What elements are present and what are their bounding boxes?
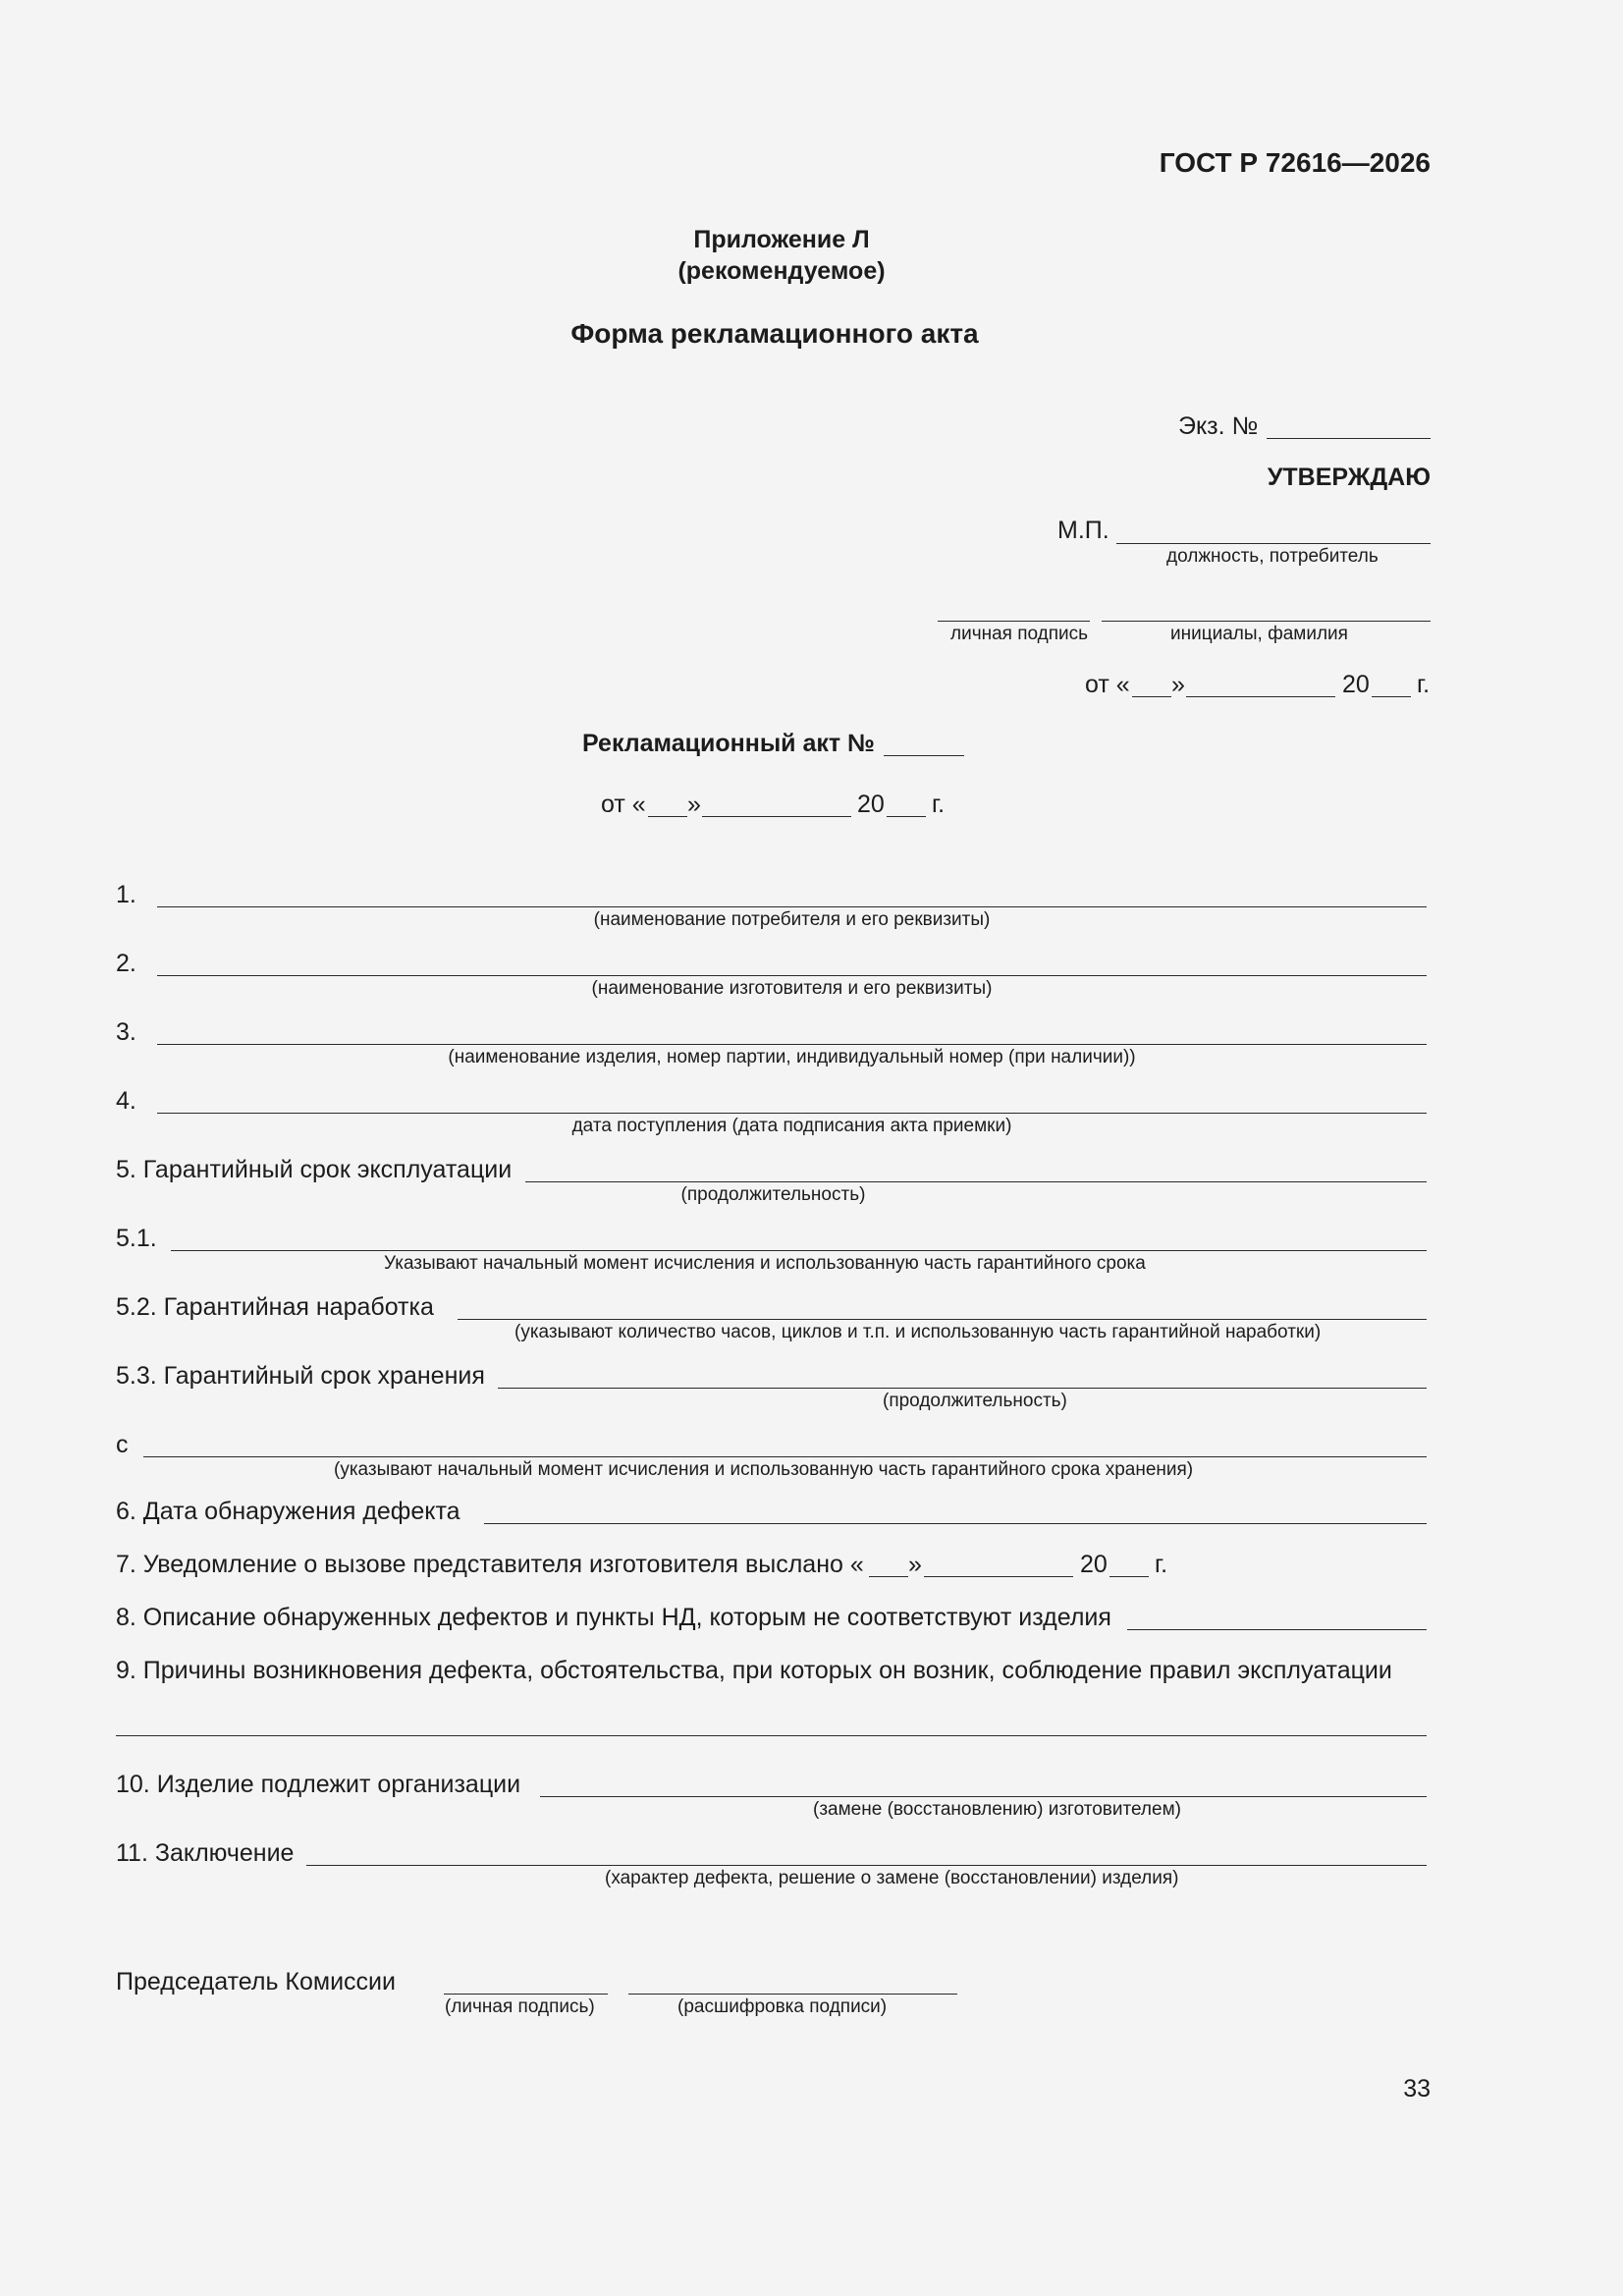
act-number-field[interactable] — [884, 755, 964, 756]
chairman-label: Председатель Комиссии — [116, 1968, 396, 1995]
approval-day-field[interactable] — [1132, 696, 1171, 697]
item-5-2-field[interactable] — [458, 1319, 1427, 1320]
item-1-number: 1. — [116, 881, 136, 908]
item-7-label: 7. Уведомление о вызове представителя изготовителя выслано « — [116, 1551, 864, 1578]
item-5-1-number: 5.1. — [116, 1225, 157, 1252]
approval-month-field[interactable] — [1186, 696, 1335, 697]
item-3-caption: (наименование изделия, номер партии, индивидуальный номер (при наличии)) — [448, 1047, 1136, 1067]
approval-initials-field[interactable] — [1102, 621, 1431, 622]
chairman-signature-field[interactable] — [444, 1994, 608, 1995]
item-7-month-field[interactable] — [924, 1576, 1073, 1577]
standard-designation: ГОСТ Р 72616—2026 — [1159, 147, 1431, 178]
item-10-label: 10. Изделие подлежит организации — [116, 1771, 521, 1798]
item-5-2-caption: (указывают количество часов, циклов и т.п. и использованную часть гарантийной наработки) — [514, 1322, 1322, 1342]
act-month-field[interactable] — [702, 816, 851, 817]
item-5-caption: (продолжительность) — [680, 1184, 866, 1205]
stamp-label: М.П. — [1057, 517, 1109, 544]
item-2-number: 2. — [116, 950, 136, 977]
approve-heading: УТВЕРЖДАЮ — [1267, 464, 1431, 491]
item-5-label: 5. Гарантийный срок эксплуатации — [116, 1156, 513, 1183]
item-9-field[interactable] — [116, 1735, 1427, 1736]
item-7-year-field[interactable] — [1109, 1576, 1149, 1577]
appendix-kind: (рекомендуемое) — [677, 257, 886, 285]
item-5-field[interactable] — [525, 1181, 1427, 1182]
item-7-year-suffix: г. — [1155, 1551, 1168, 1578]
item-3-number: 3. — [116, 1018, 136, 1046]
item-1-caption: (наименование потребителя и его реквизиты) — [593, 909, 991, 930]
item-6-label: 6. Дата обнаружения дефекта — [116, 1498, 460, 1525]
act-year-field[interactable] — [887, 816, 926, 817]
item-c-field[interactable] — [143, 1456, 1427, 1457]
item-6-field[interactable] — [484, 1523, 1427, 1524]
item-7-close: » — [908, 1551, 922, 1578]
item-c-caption: (указывают начальный момент исчисления и использованную часть гарантийного срока хранения) — [334, 1459, 1194, 1480]
item-4-field[interactable] — [157, 1113, 1427, 1114]
item-5-3-label: 5.3. Гарантийный срок хранения — [116, 1362, 485, 1390]
item-10-caption: (замене (восстановлению) изготовителем) — [813, 1799, 1181, 1820]
item-11-label: 11. Заключение — [116, 1839, 295, 1867]
approval-year-field[interactable] — [1372, 696, 1411, 697]
approval-signature-caption: личная подпись — [950, 624, 1089, 644]
act-year-suffix: г. — [932, 791, 946, 818]
item-5-1-caption: Указывают начальный момент исчисления и использованную часть гарантийного срока — [384, 1253, 1146, 1274]
chairman-decode-field[interactable] — [628, 1994, 957, 1995]
approval-date-open: от « — [1085, 671, 1130, 698]
form-title: Форма рекламационного акта — [570, 318, 979, 349]
approval-initials-caption: инициалы, фамилия — [1170, 624, 1348, 644]
item-3-field[interactable] — [157, 1044, 1427, 1045]
item-4-caption: дата поступления (дата подписания акта приемки) — [571, 1116, 1012, 1136]
chairman-signature-caption: (личная подпись) — [445, 1996, 595, 2017]
approval-year-prefix: 20 — [1342, 671, 1370, 698]
item-11-caption: (характер дефекта, решение о замене (восстановлении) изделия) — [605, 1868, 1179, 1888]
item-5-3-caption: (продолжительность) — [883, 1391, 1067, 1411]
approval-year-suffix: г. — [1417, 671, 1431, 698]
item-1-field[interactable] — [157, 906, 1427, 907]
position-caption: должность, потребитель — [1166, 546, 1379, 567]
item-8-field[interactable] — [1127, 1629, 1427, 1630]
act-date-open: от « — [601, 791, 646, 818]
item-11-field[interactable] — [306, 1865, 1427, 1866]
item-2-field[interactable] — [157, 975, 1427, 976]
act-title: Рекламационный акт № — [582, 730, 875, 757]
act-day-field[interactable] — [648, 816, 687, 817]
act-year-prefix: 20 — [857, 791, 885, 818]
item-5-2-label: 5.2. Гарантийная наработка — [116, 1293, 434, 1321]
item-10-field[interactable] — [540, 1796, 1427, 1797]
item-5-3-field[interactable] — [498, 1388, 1427, 1389]
item-9-label: 9. Причины возникновения дефекта, обстоятельства, при которых он возник, соблюдение правил эксплуатации — [116, 1657, 1392, 1684]
item-2-caption: (наименование изготовителя и его реквизиты) — [591, 978, 993, 999]
approval-date-close: » — [1171, 671, 1185, 698]
item-5-1-field[interactable] — [171, 1250, 1427, 1251]
item-8-label: 8. Описание обнаруженных дефектов и пункты НД, которым не соответствуют изделия — [116, 1604, 1111, 1631]
act-date-close: » — [687, 791, 701, 818]
page-number: 33 — [1403, 2075, 1431, 2103]
chairman-decode-caption: (расшифровка подписи) — [677, 1996, 888, 2017]
appendix-title: Приложение Л — [693, 226, 870, 253]
item-7-year-prefix: 20 — [1080, 1551, 1108, 1578]
item-c-label: с — [116, 1431, 129, 1458]
position-field[interactable] — [1116, 543, 1431, 544]
approval-signature-field[interactable] — [938, 621, 1090, 622]
copy-number-field[interactable] — [1267, 438, 1431, 439]
item-4-number: 4. — [116, 1087, 136, 1115]
item-7-day-field[interactable] — [869, 1576, 908, 1577]
copy-number-label: Экз. № — [1178, 412, 1259, 440]
